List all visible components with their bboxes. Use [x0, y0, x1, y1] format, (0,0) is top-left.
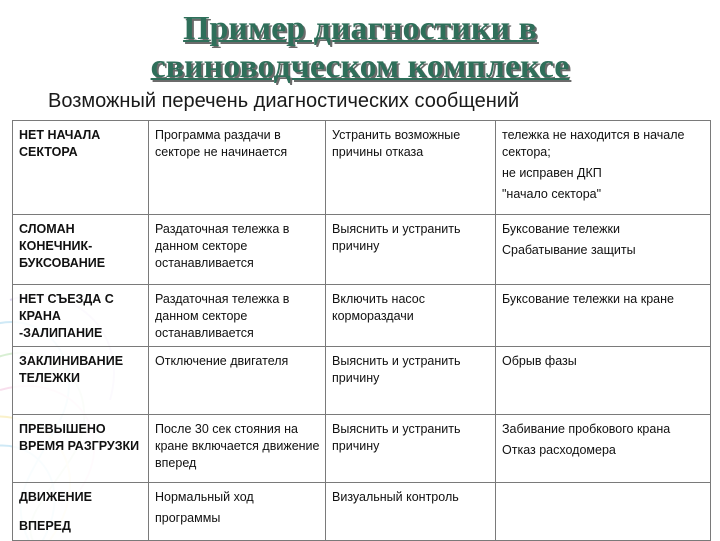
causes-cell	[496, 415, 711, 483]
table-row	[13, 347, 711, 415]
message-cell	[13, 215, 149, 285]
cell-text: ПРЕВЫШЕНО ВРЕМЯ РАЗГРУЗКИ	[19, 422, 140, 453]
message-cell	[13, 415, 149, 483]
action-cell	[326, 483, 496, 541]
cell-text: СЛОМАН КОНЕЧНИК-БУКСОВАНИЕ	[19, 222, 106, 270]
cell-text: Отказ расходомера	[502, 443, 616, 457]
table-row	[13, 415, 711, 483]
cell-text: Забивание пробкового крана	[502, 422, 671, 436]
cell-text: ЗАКЛИНИВАНИЕ ТЕЛЕЖКИ	[19, 354, 124, 385]
cell-text: НЕТ НАЧАЛА СЕКТОРА	[19, 128, 101, 159]
cell-text: Выяснить и устранить причину	[332, 354, 461, 385]
action-cell	[326, 121, 496, 215]
table-row	[13, 121, 711, 215]
page-title-line-1: Пример диагностики в	[183, 10, 537, 47]
cell-text: Нормальный ход	[155, 490, 254, 504]
causes-cell	[496, 347, 711, 415]
cell-text: Обрыв фазы	[502, 354, 577, 368]
cell-text: программы	[155, 511, 221, 525]
cell-text: "начало сектора"	[502, 187, 602, 201]
cell-text: Устранить возможные причины отказа	[332, 128, 461, 159]
cell-text: Визуальный контроль	[332, 490, 459, 504]
cell-text: Буксование тележки	[502, 222, 620, 236]
cell-text: Программа раздачи в секторе не начинается	[155, 128, 288, 159]
message-cell	[13, 347, 149, 415]
causes-cell	[496, 483, 711, 541]
cell-text: Раздаточная тележка в данном секторе останавливается	[155, 222, 290, 270]
table-row	[13, 215, 711, 285]
cell-text: ВПЕРЕД	[19, 519, 71, 533]
page-title-line-2: свиноводческом комплексе	[150, 48, 570, 85]
description-cell	[149, 215, 326, 285]
causes-cell	[496, 215, 711, 285]
description-cell	[149, 121, 326, 215]
description-cell	[149, 483, 326, 541]
table-row	[13, 285, 711, 347]
cell-text: НЕТ СЪЕЗДА С КРАНА -ЗАЛИПАНИЕ	[19, 292, 114, 340]
cell-text: ДВИЖЕНИЕ	[19, 490, 92, 504]
action-cell	[326, 415, 496, 483]
causes-cell	[496, 285, 711, 347]
cell-text: Выяснить и устранить причину	[332, 222, 461, 253]
table-row	[13, 483, 711, 541]
message-cell	[13, 285, 149, 347]
cell-text: тележка не находится в начале сектора;	[502, 128, 685, 159]
cell-text: Включить насос кормораздачи	[332, 292, 425, 323]
description-cell	[149, 285, 326, 347]
action-cell	[326, 285, 496, 347]
message-cell	[13, 121, 149, 215]
causes-cell	[496, 121, 711, 215]
cell-text: Срабатывание защиты	[502, 243, 636, 257]
diagnostic-messages-table	[12, 120, 711, 541]
action-cell	[326, 347, 496, 415]
cell-text: Буксование тележки на кране	[502, 292, 674, 306]
page-title	[0, 10, 720, 86]
page-subtitle: Возможный перечень диагностических сообщений	[48, 90, 520, 112]
message-cell	[13, 483, 149, 541]
description-cell	[149, 415, 326, 483]
cell-text: Выяснить и устранить причину	[332, 422, 461, 453]
description-cell	[149, 347, 326, 415]
cell-text: После 30 сек стояния на кране включается движение вперед	[155, 422, 320, 470]
cell-text: Раздаточная тележка в данном секторе останавливается	[155, 292, 290, 340]
action-cell	[326, 215, 496, 285]
cell-text: не исправен ДКП	[502, 166, 602, 180]
cell-text: Отключение двигателя	[155, 354, 289, 368]
